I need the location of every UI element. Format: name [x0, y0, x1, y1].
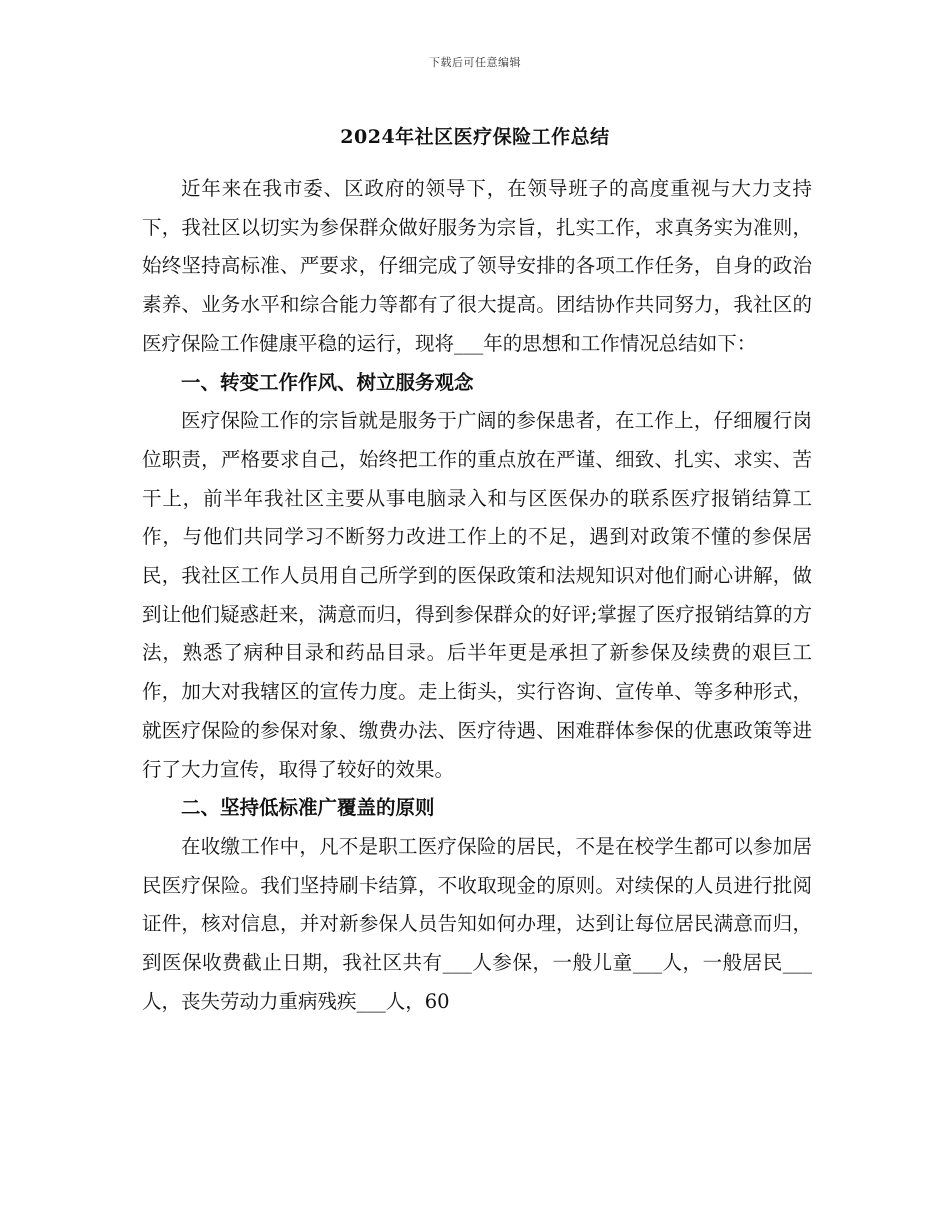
page-header-note: 下载后可任意编辑	[429, 56, 521, 69]
section-paragraph-1: 医疗保险工作的宗旨就是服务于广阔的参保患者，在工作上，仔细履行岗位职责，严格要求自己，始终把工作的重点放在严谨、细致、扎实、求实、苦干上，前半年我社区主要从事电脑录入和与区医保办的联系医疗报销结算工作，与他们共同学习不断努力改进工作上的不足，遇到对政策不懂的参保居民，我社区工作人员用自己所学到的医保政策和法规知识对他们耐心讲解，做到让他们疑惑赶来，满意而归，得到参保群众的好评;掌握了医疗报销结算的方法，熟悉了病种目录和药品目录。后半年更是承担了新参保及续费的艰巨工作，加大对我辖区的宣传力度。走上街头，实行咨询、宣传单、等多种形式，就医疗保险的参保对象、缴费办法、医疗待遇、困难群体参保的优惠政策等进行了大力宣传，取得了较好的效果。	[142, 409, 812, 781]
section-heading-1: 一、转变工作作风、树立服务观念	[181, 370, 474, 394]
section-paragraph-2: 在收缴工作中，凡不是职工医疗保险的居民，不是在校学生都可以参加居民医疗保险。我们坚持刷卡结算，不收取现金的原则。对续保的人员进行批阅证件，核对信息，并对新参保人员告知如何办理，达到让每位居民满意而归，到医保收费截止日期，我社区共有___人参保，一般儿童___人，一般居民___人，丧失劳动力重病残疾___人，60	[142, 834, 812, 1013]
document-body	[142, 170, 812, 1021]
section-heading-2: 二、坚持低标准广覆盖的原则	[181, 796, 435, 820]
document-title: 2024年社区医疗保险工作总结	[340, 126, 610, 148]
intro-paragraph: 近年来在我市委、区政府的领导下，在领导班子的高度重视与大力支持下，我社区以切实为参保群众做好服务为宗旨，扎实工作，求真务实为准则，始终坚持高标准、严要求，仔细完成了领导安排的各项工作任务，自身的政治素养、业务水平和综合能力等都有了很大提高。团结协作共同努力，我社区的医疗保险工作健康平稳的运行，现将___年的思想和工作情况总结如下：	[142, 177, 812, 355]
